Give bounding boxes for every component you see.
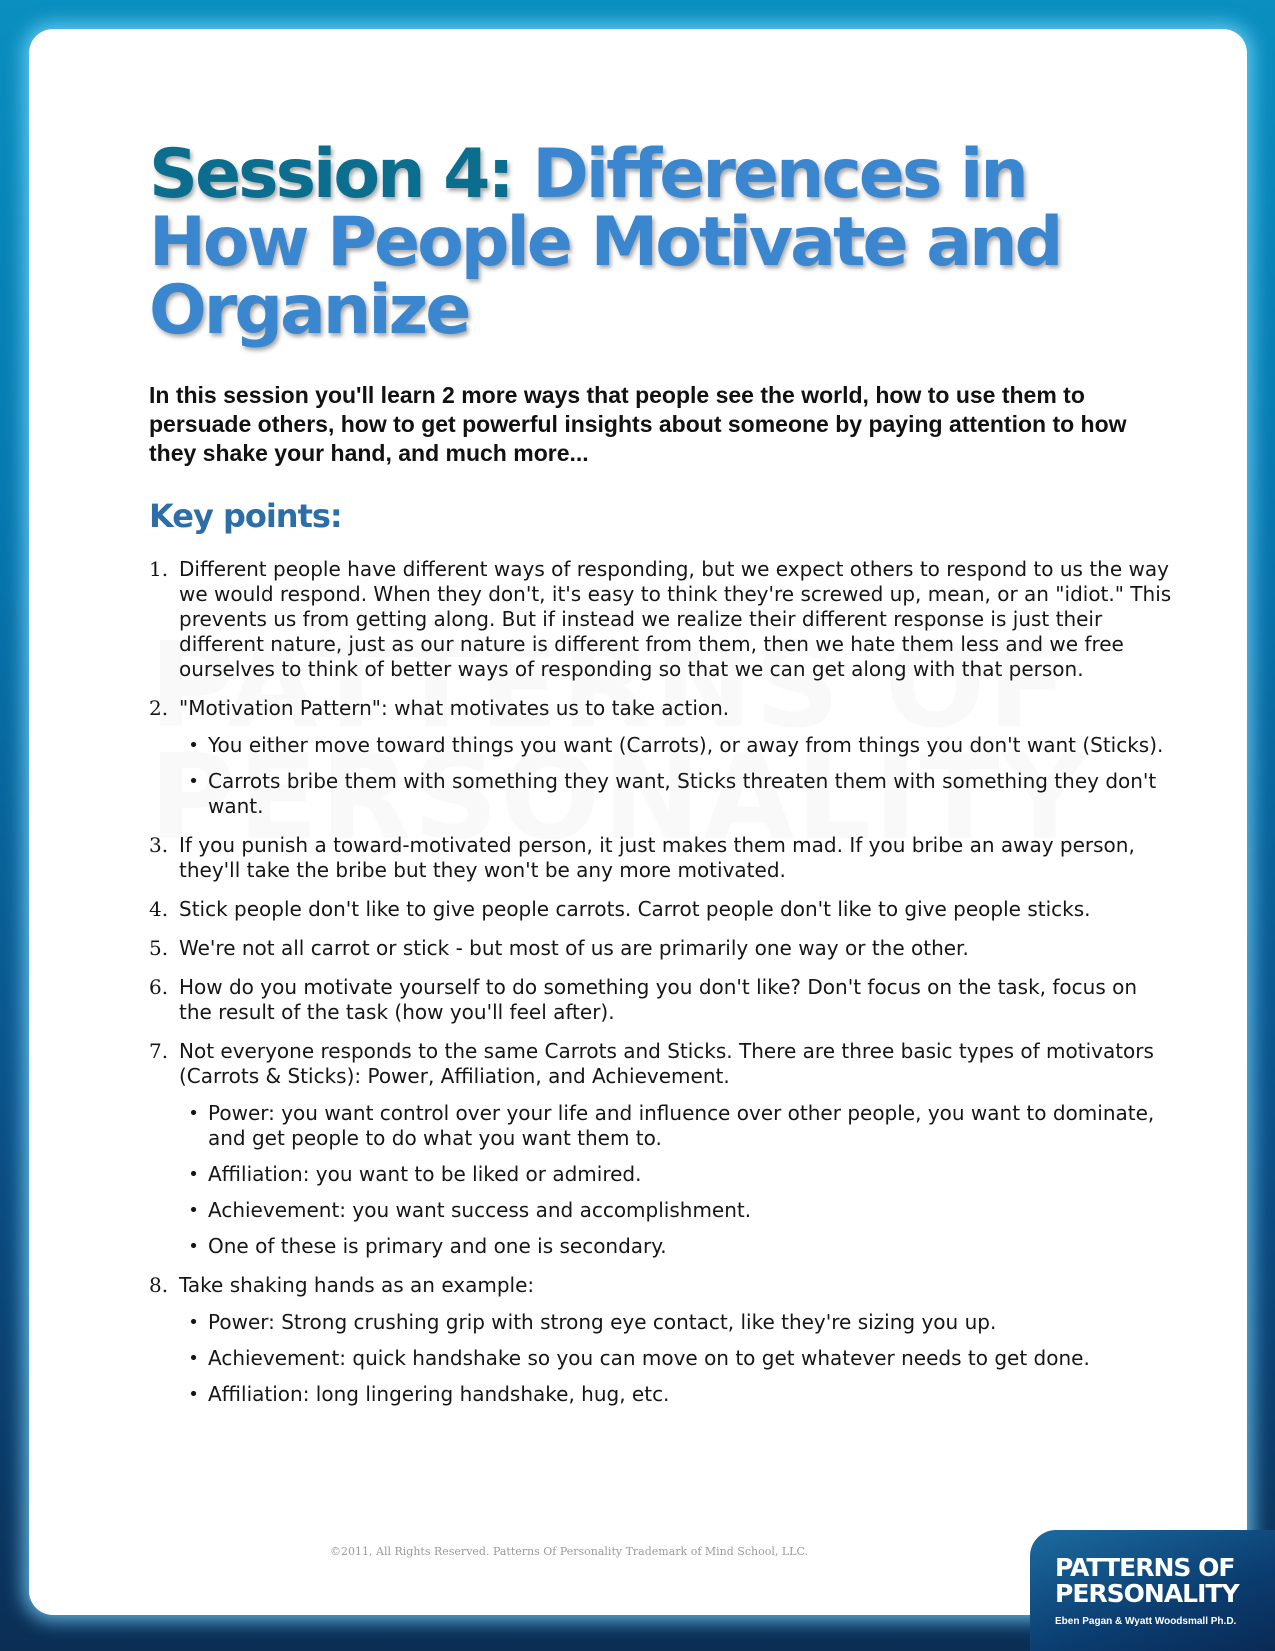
bullet-text: Power: Strong crushing grip with strong eye contact, like they're sizing you up. [208,1310,997,1334]
list-item-text: Different people have different ways of responding, but we expect others to respond to us the way we would respond. When they don't, it's easy to think they're screwed up, mean, or an "idiot." This prevents us from getting along. But if instead we realize their different response is just their different nature, just as our nature is different from them, then we hate them less and we free ourselves to think of better ways of responding so that we can get along with that person. [179,557,1172,681]
bullet-text: Power: you want control over your life and influence over other people, you want to dominate, and get people to do what you want them to. [208,1101,1155,1150]
list-item [149,936,1174,961]
bullet-text: Carrots bribe them with something they want, Sticks threaten them with something they don't want. [208,769,1157,818]
bullet-item [179,733,1174,758]
list-item-text: We're not all carrot or stick - but most of us are primarily one way or the other. [179,936,969,960]
bullet-item [179,1198,1174,1223]
list-item [149,975,1174,1025]
bullet-item [179,769,1174,819]
list-item-text: Not everyone responds to the same Carrots and Sticks. There are three basic types of motivators (Carrots & Sticks): Power, Affiliation, and Achievement. [179,1039,1154,1088]
brand-logo [1030,1530,1275,1651]
bullet-icon: • [188,1348,199,1369]
bullet-item [179,1382,1174,1407]
bullet-list [179,1101,1174,1259]
list-item-text: Take shaking hands as an example: [179,1273,535,1297]
list-number: 7. [149,1039,169,1063]
logo-line-1: PATTERNS OF [1055,1553,1235,1582]
list-item-text: Stick people don't like to give people carrots. Carrot people don't like to give people sticks. [179,897,1091,921]
bullet-item [179,1101,1174,1151]
bullet-text: Achievement: quick handshake so you can move on to get whatever needs to get done. [208,1346,1090,1370]
bullet-icon: • [188,1200,199,1221]
bullet-text: Affiliation: you want to be liked or admired. [208,1162,642,1186]
list-item-text: How do you motivate yourself to do something you don't like? Don't focus on the task, focus on the result of the task (how you'll feel after). [179,975,1138,1024]
list-number: 1. [149,557,169,581]
list-item [149,1273,1174,1298]
list-item-text: If you punish a toward-motivated person, it just makes them mad. If you bribe an away person, they'll take the bribe but they won't be any more motivated. [179,833,1135,882]
document-page [29,29,1247,1615]
bullet-icon: • [188,771,199,792]
bullet-item [179,1234,1174,1259]
bullet-list [179,733,1174,819]
bullet-text: Achievement: you want success and accomplishment. [208,1198,752,1222]
bullet-text: You either move toward things you want (Carrots), or away from things you don't want (Sticks). [208,733,1164,757]
bullet-icon: • [188,1236,199,1257]
bullet-list [179,1310,1174,1407]
list-number: 4. [149,897,169,921]
logo-line-2: PERSONALITY [1055,1579,1239,1608]
list-item [149,897,1174,922]
list-item-text: "Motivation Pattern": what motivates us to take action. [179,696,730,720]
list-number: 2. [149,696,169,720]
list-number: 5. [149,936,169,960]
page-title [149,135,1149,350]
key-points-heading: Key points: [149,497,342,535]
logo-authors: Eben Pagan & Wyatt Woodsmall Ph.D. [1055,1616,1237,1627]
bullet-icon: • [188,1103,199,1124]
bullet-text: Affiliation: long lingering handshake, hug, etc. [208,1382,670,1406]
list-number: 3. [149,833,169,857]
list-number: 8. [149,1273,169,1297]
bullet-item [179,1162,1174,1187]
bullet-text: One of these is primary and one is secondary. [208,1234,667,1258]
bullet-icon: • [188,1312,199,1333]
list-number: 6. [149,975,169,999]
key-points-list [149,557,1174,1421]
bullet-item [179,1346,1174,1371]
list-item [149,557,1174,682]
copyright-footer: ©2011, All Rights Reserved. Patterns Of Personality Trademark of Mind School, LLC. [330,1545,808,1558]
intro-paragraph: In this session you'll learn 2 more ways that people see the world, how to use them to persuade others, how to get powerful insights about someone by paying attention to how they shake your hand, and much more... [149,382,1127,466]
bullet-icon: • [188,1164,199,1185]
list-item [149,1039,1174,1089]
bullet-icon: • [188,1384,199,1405]
bullet-icon: • [188,735,199,756]
bullet-item [179,1310,1174,1335]
title-session-label: Session 4: [149,135,512,214]
list-item [149,833,1174,883]
list-item [149,696,1174,721]
title-main-text: Differences in How People Motivate and Organize [149,135,1061,350]
